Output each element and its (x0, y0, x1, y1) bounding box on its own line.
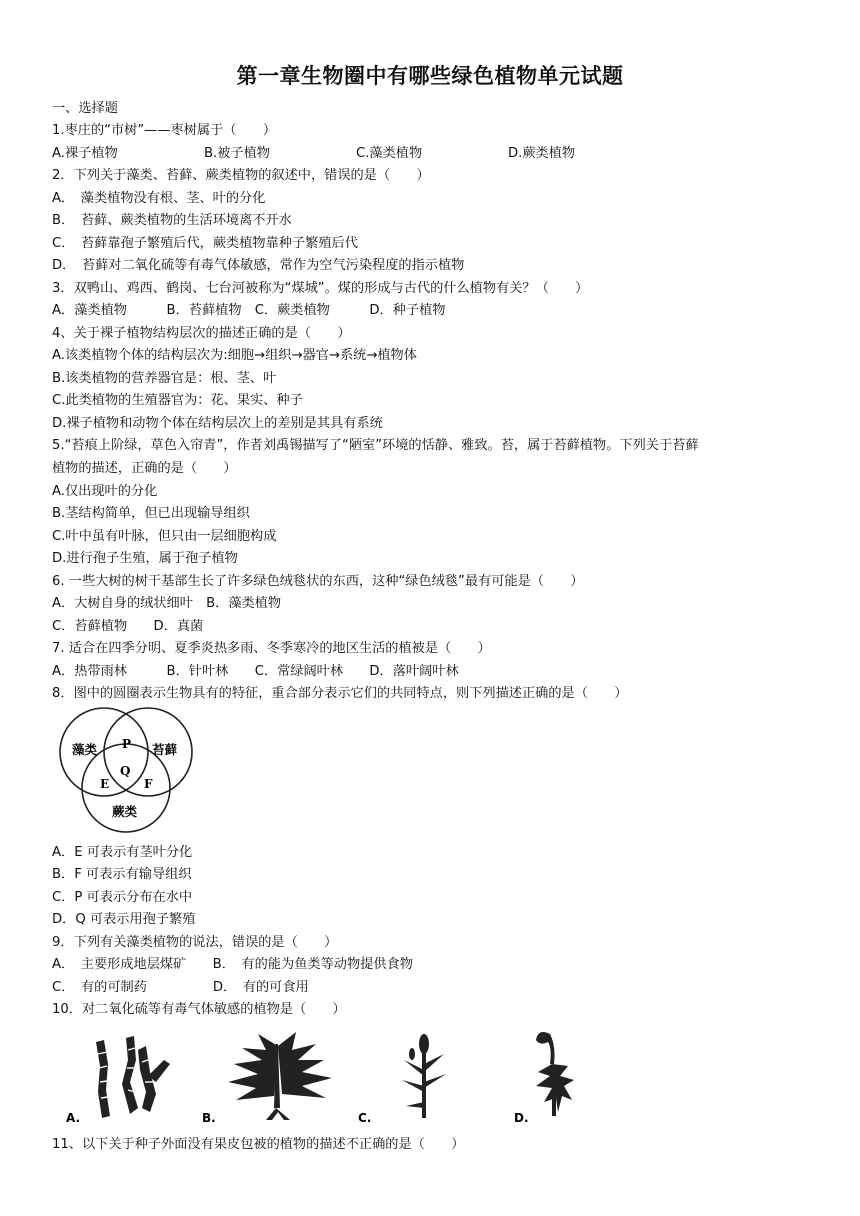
q5-stem-line1: 5.“苔痕上阶绿，草色入帘青”，作者刘禹锡描写了“陋室”环境的恬静、雅致。苔，属于苔藓植物。下列关于苔藓 (52, 438, 699, 453)
venn-label-q: Q (120, 764, 131, 778)
q5-option-c: C.叶中虽有叶脉，但只由一层细胞构成 (52, 529, 277, 544)
grain-plant-figure (402, 1034, 446, 1118)
q9-stem: 9．下列有关藻类植物的说法，错误的是（ ） (52, 935, 338, 950)
q2-stem: 2．下列关于藻类、苔藓、蕨类植物的叙述中，错误的是（ ） (52, 168, 430, 183)
q9-options-line1: A． 主要形成地层煤矿 B． 有的能为鱼类等动物提供食物 (52, 957, 413, 972)
q7-stem: 7. 适合在四季分明、夏季炎热多雨、冬季寒冷的地区生活的植被是（ ） (52, 641, 491, 656)
q8-option-a: A．E 可表示有茎叶分化 (52, 845, 193, 860)
q10-label-d: D. (514, 1111, 529, 1125)
q1-option-c: C.藻类植物 (356, 146, 423, 161)
q4-option-d: D.裸子植物和动物个体在结构层次上的差别是其具有系统 (52, 416, 383, 431)
q1-stem: 1.枣庄的“市树”——枣树属于（ ） (52, 123, 277, 138)
moss-figure (536, 1032, 574, 1116)
q3-options: A．藻类植物 B．苔藓植物 C．蕨类植物 D．种子植物 (52, 303, 446, 318)
q9-options-line2: C． 有的可制药 D． 有的可食用 (52, 980, 309, 995)
q1-option-d: D.蕨类植物 (508, 146, 576, 161)
q1-option-a: A.裸子植物 (52, 146, 118, 161)
q4-stem: 4、关于裸子植物结构层次的描述正确的是（ ） (52, 326, 351, 341)
q8-option-c: C．P 可表示分布在水中 (52, 890, 193, 905)
q2-option-b: B． 苔藓、蕨类植物的生活环境离不开水 (52, 213, 292, 228)
venn-label-p: P (122, 737, 132, 751)
q5-option-d: D.进行孢子生殖，属于孢子植物 (52, 551, 238, 566)
venn-label-e: E (100, 777, 110, 791)
q6-options-line2: C．苔藓植物 D．真菌 (52, 619, 204, 634)
q8-stem: 8．图中的圆圈表示生物具有的特征，重合部分表示它们的共同特点，则下列描述正确的是（ ） (52, 686, 628, 701)
q8-option-d: D．Q 可表示用孢子繁殖 (52, 912, 196, 927)
fern-figure (228, 1032, 332, 1120)
q10-label-a: A. (66, 1111, 81, 1125)
q10-label-c: C. (358, 1111, 372, 1125)
q10-stem: 10．对二氧化硫等有毒气体敏感的植物是（ ） (52, 1002, 346, 1017)
q1-option-b: B.被子植物 (204, 146, 270, 161)
q5-option-a: A.仅出现叶的分化 (52, 484, 158, 499)
q7-options: A．热带雨林 B．针叶林 C．常绿阔叶林 D．落叶阔叶林 (52, 664, 459, 679)
q1-options (52, 145, 575, 163)
q4-option-b: B.该类植物的营养器官是：根、茎、叶 (52, 371, 277, 386)
q5-option-b: B.茎结构简单，但已出现输导组织 (52, 506, 250, 521)
venn-diagram (52, 706, 202, 836)
q4-option-c: C.此类植物的生殖器官为：花、果实、种子 (52, 393, 303, 408)
venn-label-algae: 藻类 (72, 742, 98, 757)
q6-options-line1: A．大树自身的绒状细叶 B．藻类植物 (52, 596, 282, 611)
q10-label-b: B. (202, 1111, 216, 1125)
venn-label-moss: 苔藓 (152, 742, 178, 757)
venn-label-fern: 蕨类 (112, 804, 138, 819)
q6-stem: 6. 一些大树的树干基部生长了许多绿色绒毯状的东西，这种“绿色绒毯”最有可能是（ ） (52, 574, 584, 589)
section-heading: 一、选择题 (52, 101, 118, 116)
page-title: 第一章生物圈中有哪些绿色植物单元试题 (236, 64, 624, 88)
q2-option-d: D． 苔藓对二氧化硫等有毒气体敏感，常作为空气污染程度的指示植物 (52, 258, 465, 273)
venn-label-f: F (144, 777, 153, 791)
q11-stem: 11、以下关于种子外面没有果皮包被的植物的描述不正确的是（ ） (52, 1137, 465, 1152)
q3-stem: 3．双鸭山、鸡西、鹤岗、七台河被称为“煤城”。煤的形成与古代的什么植物有关？（ ） (52, 281, 589, 296)
q5-stem-line2: 植物的描述，正确的是（ ） (52, 461, 237, 476)
q2-option-c: C． 苔藓靠孢子繁殖后代，蕨类植物靠种子繁殖后代 (52, 236, 358, 251)
q8-option-b: B．F 可表示有输导组织 (52, 867, 192, 882)
q2-option-a: A． 藻类植物没有根、茎、叶的分化 (52, 191, 266, 206)
q10-figure-row (52, 1024, 612, 1128)
q4-option-a: A.该类植物个体的结构层次为:细胞→组织→器官→系统→植物体 (52, 348, 417, 363)
